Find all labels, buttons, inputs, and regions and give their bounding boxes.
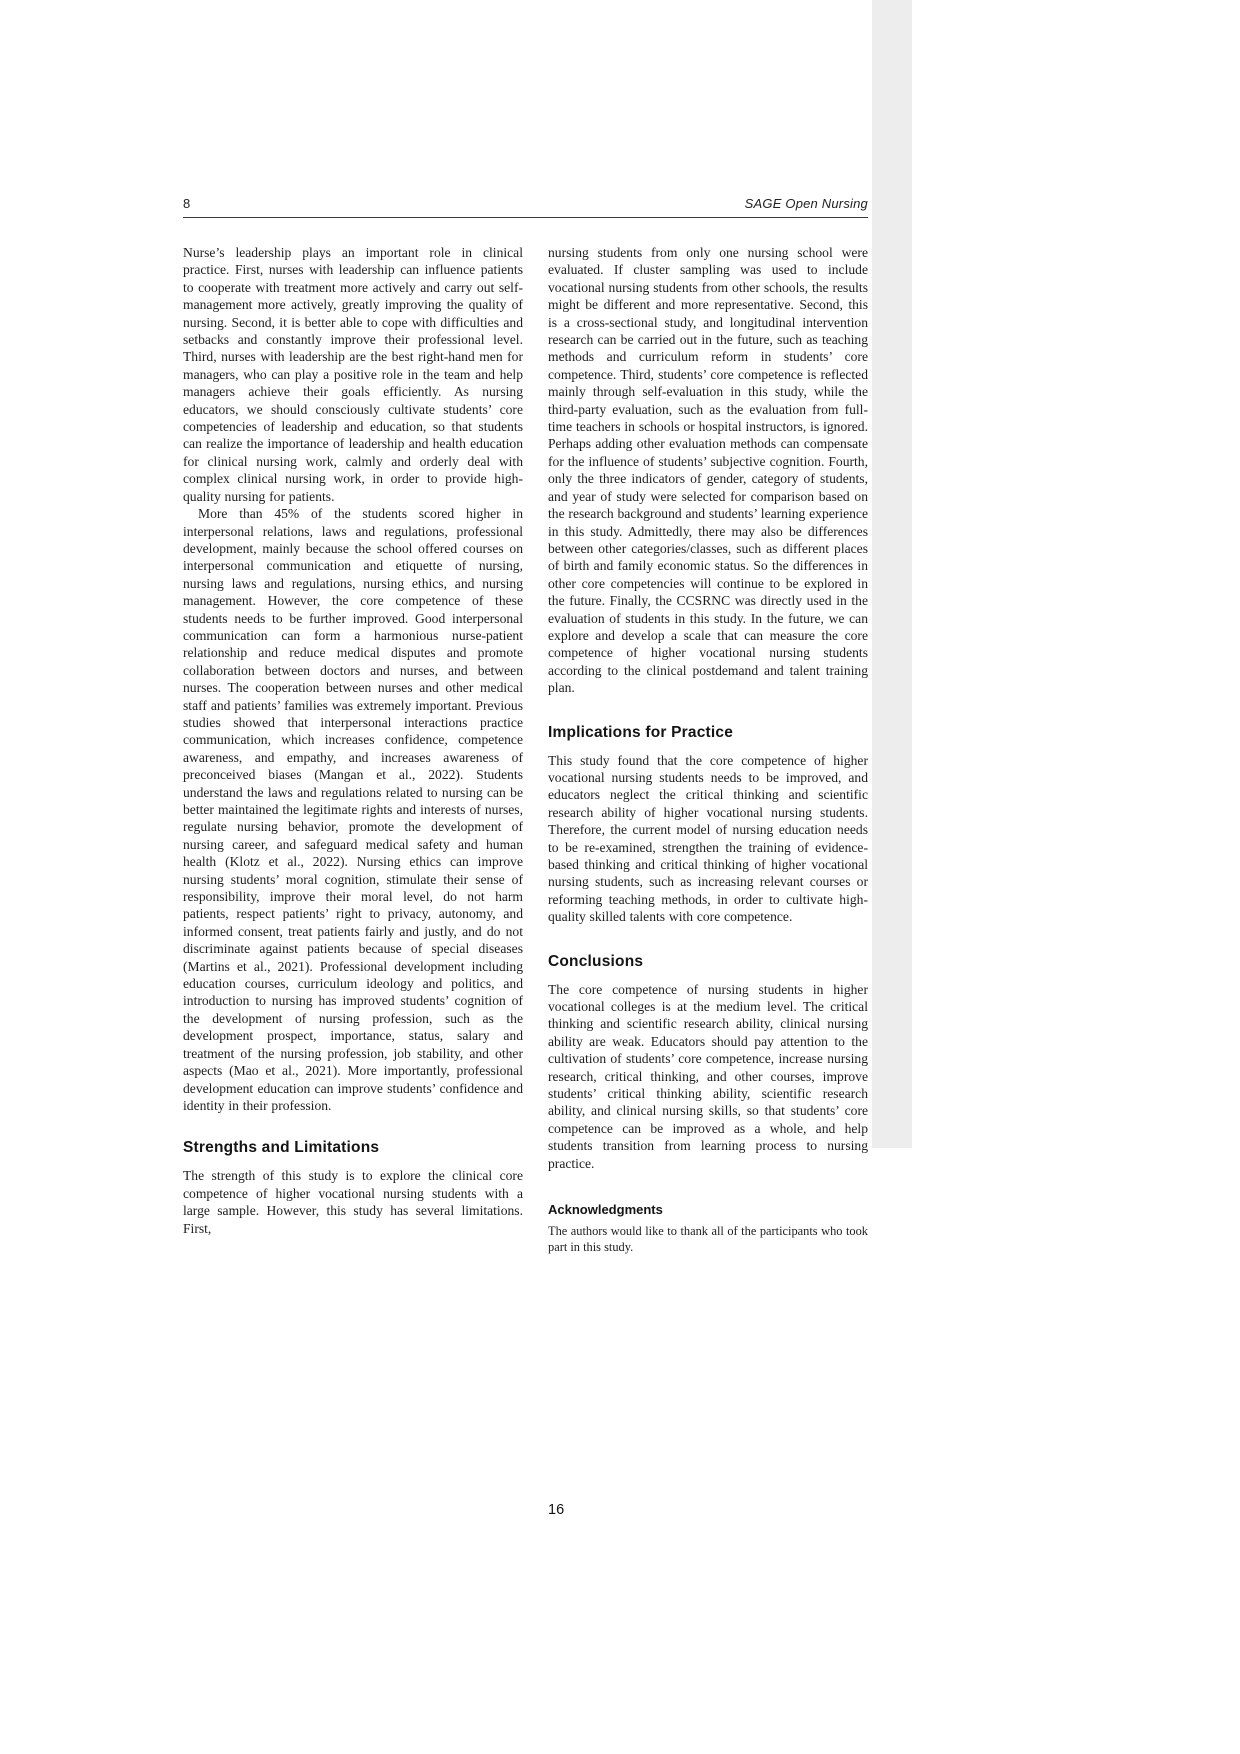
- section-heading-implications: Implications for Practice: [548, 723, 734, 741]
- paragraph-leadership: Nurse’s leadership plays an important role in clinical practice. First, nurses with leadership can influence patients to cooperate with treatment more actively and carry out self-management more actively, greatly improving the quality of nursing. Second, it is better able to cope with difficulties and setbacks and constantly improve their professional level. Third, nurses with leadership are the best right-hand men for managers, who can play a positive role in the team and help managers achieve their goals efficiently. As nursing educators, we should consciously cultivate students’ core competencies of leadership and education, so that students can realize the importance of leadership and health education for clinical nursing work, calmly and orderly deal with complex clinical nursing work, in order to provide high-quality nursing for patients.: [183, 245, 523, 504]
- section-heading-conclusions: Conclusions: [548, 952, 644, 970]
- journal-title: SAGE Open Nursing: [744, 196, 868, 211]
- journal-page-number: 8: [183, 196, 191, 211]
- paragraph-limitations: nursing students from only one nursing school were evaluated. If cluster sampling was used to include vocational nursing students from other schools, the results might be different and more representative. Second, this is a cross-sectional study, and longitudinal intervention research can be carried out in the future, such as teaching methods and curriculum reform in students’ core competence. Third, students’ core competence is reflected mainly through self-evaluation in this study, while the third-party evaluation, such as the evaluation from full-time teachers in schools or hospital instructors, is ignored. Perhaps adding other evaluation methods can compensate for the influence of students’ subjective cognition. Fourth, only the three indicators of gender, category of students, and year of study were selected for comparison based on the research background and students’ learning experience in this study. Admittedly, there may also be differences between other categories/classes, such as different places of birth and family economic status. So the differences in other core competencies will continue to be explored in the future. Finally, the CCSRNC was directly used in the evaluation of students in this study. In the future, we can explore and develop a scale that can measure the core competence of higher vocational nursing students according to the clinical postdemand and talent training plan.: [548, 245, 868, 696]
- paragraph-interpersonal: More than 45% of the students scored higher in interpersonal relations, laws and regulations, professional development, mainly because the school offered courses on interpersonal communication and etiquette of nursing, nursing laws and regulations, nursing ethics, and nursing management. However, the core competence of these students needs to be further improved. Good interpersonal communication can form a harmonious nurse-patient relationship and reduce medical disputes and promote collaboration between doctors and nurses, and between nurses. The cooperation between nurses and other medical staff and patients’ families was extremely important. Previous studies showed that interpersonal interactions practice communication, which increases confidence, competence awareness, and empathy, and increases awareness of preconceived biases (Mangan et al., 2022). Students understand the laws and regulations related to nursing can be better maintained the legitimate rights and interests of nurses, regulate nursing behavior, promote the development of nursing career, and safeguard medical safety and human health (Klotz et al., 2022). Nursing ethics can improve nursing students’ moral cognition, stimulate their sense of responsibility, improve their moral level, do not harm patients, respect patients’ right to privacy, autonomy, and informed consent, treat patients fairly and justly, and do not discriminate against patients because of special diseases (Martins et al., 2021). Professional development including education courses, curriculum ideology and politics, and introduction to nursing has improved students’ cognition of the development of nursing profession, such as the development prospect, importance, status, salary and treatment of the nursing profession, job stability, and other aspects (Mao et al., 2021). More importantly, professional development education can improve students’ confidence and identity in their profession.: [183, 506, 523, 1113]
- page-content: [183, 196, 868, 1255]
- scan-edge-band: [872, 0, 912, 1148]
- paragraph-strengths: The strength of this study is to explore the clinical core competence of higher vocational nursing students with a large sample. However, this study has several limitations. First,: [183, 1168, 523, 1236]
- right-column: [548, 244, 868, 1255]
- document-page-number: 16: [548, 1502, 565, 1518]
- paragraph-conclusions: The core competence of nursing students in higher vocational colleges is at the medium level. The critical thinking and scientific research ability, clinical nursing ability are weak. Educators should pay attention to the cultivation of students’ core competence, increase nursing research, critical thinking, and other courses, improve students’ critical thinking ability, scientific research ability, and clinical nursing skills, so that students’ core competence can be improved as a whole, and help students transition from learning process to nursing practice.: [548, 981, 868, 1171]
- paragraph-acknowledgments: The authors would like to thank all of the participants who took part in this study.: [548, 1224, 868, 1254]
- section-heading-strengths: Strengths and Limitations: [183, 1139, 380, 1157]
- two-column-layout: [183, 244, 868, 1255]
- left-column: [183, 244, 523, 1255]
- section-heading-acknowledgments: Acknowledgments: [548, 1202, 663, 1218]
- paragraph-implications: This study found that the core competence of higher vocational nursing students needs to be improved, and educators neglect the critical thinking and scientific research ability of higher vocational nursing students. Therefore, the current model of nursing education needs to be re-examined, strengthen the training of evidence-based thinking and critical thinking of higher vocational nursing students, such as increasing relevant courses or reforming teaching methods, in order to cultivate high-quality skilled talents with core competence.: [548, 752, 868, 925]
- running-header: [183, 196, 868, 218]
